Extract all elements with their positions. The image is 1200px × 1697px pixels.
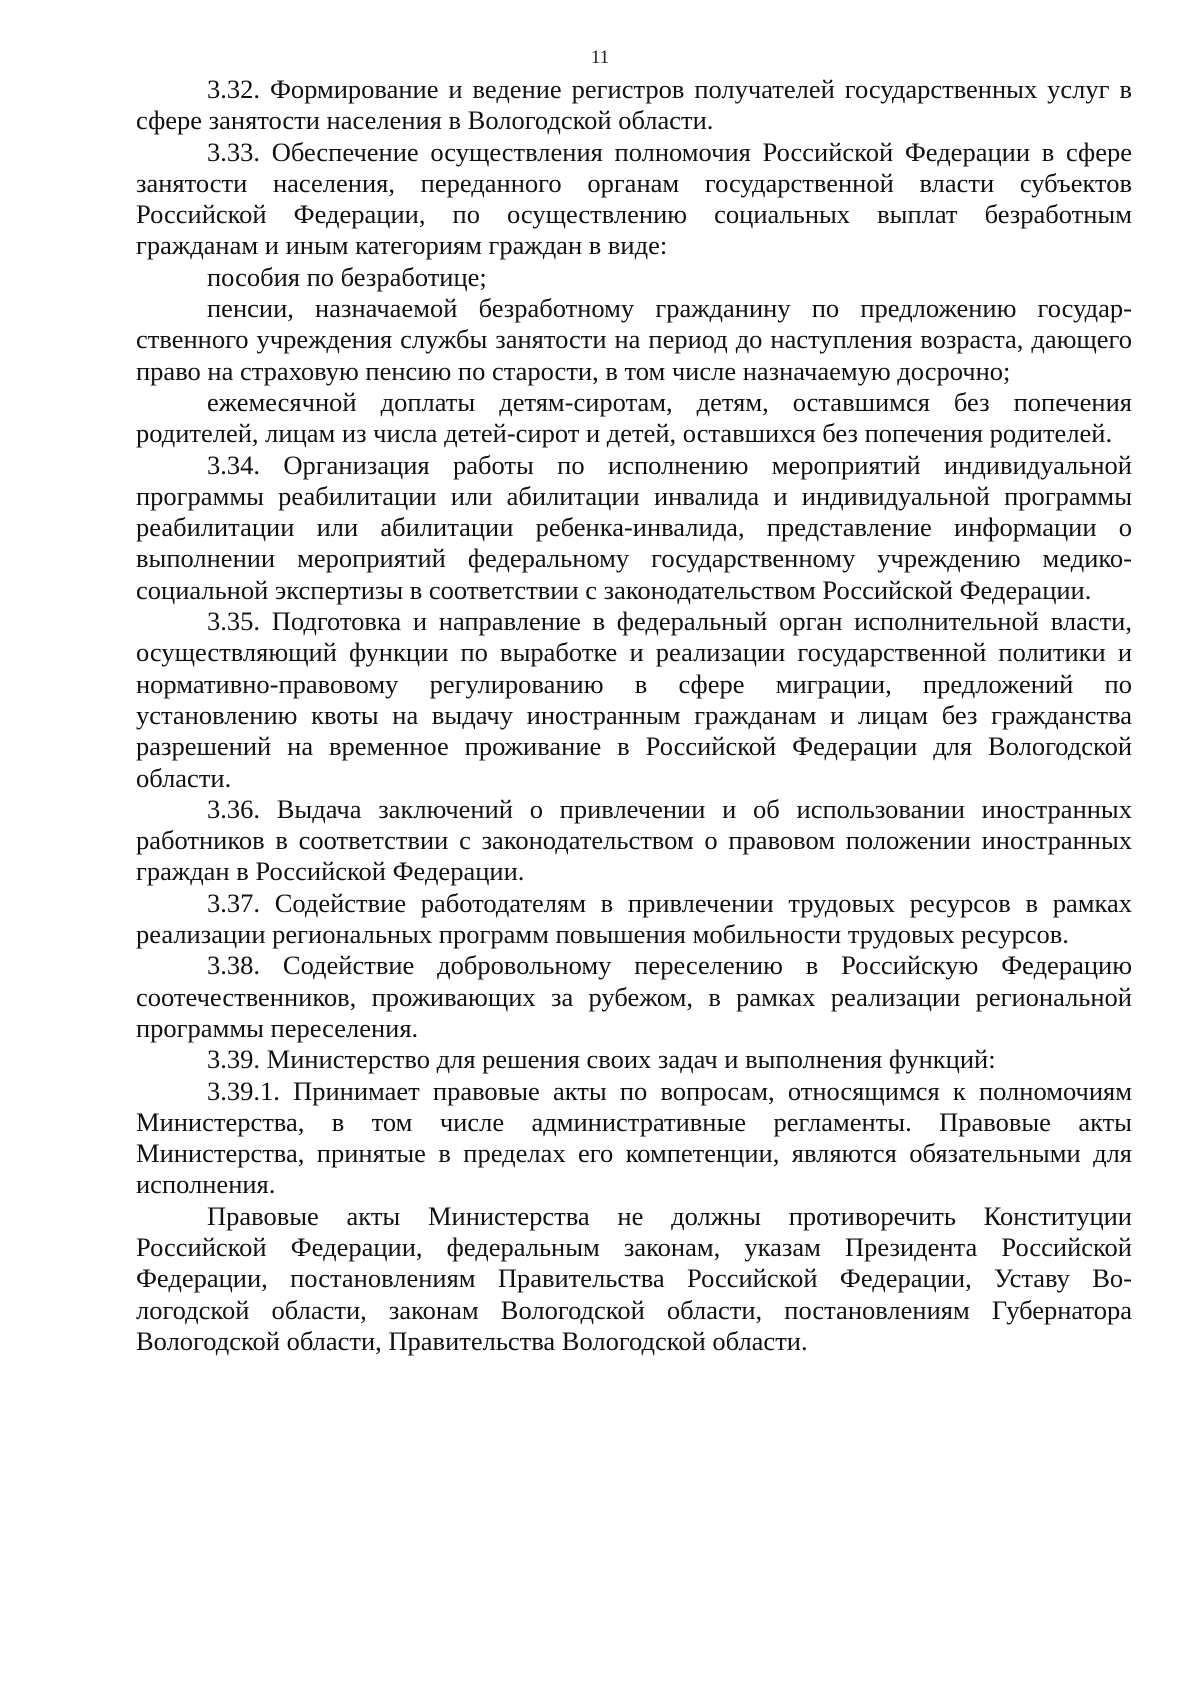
paragraph-orphan-supplement: ежемесячной доплаты детям-сиротам, детям, оставшимся без попечения родителей, лицам из числа детей-сирот и детей, оставшихся без попечения родителей.	[136, 386, 1132, 449]
paragraph-3-34: 3.34. Организация работы по исполнению мероприятий индивидуальной программы реабилитации или абилитации инвалида и индивидуальной программы реабилитации или абилитации ребенка-инвалида, представление информации о выполнении мероприятий федеральному государственному учреждению медико-социальной экспертизы в соответствии с законодательством Российской Федерации.	[136, 449, 1132, 605]
paragraph-3-39-1: 3.39.1. Принимает правовые акты по вопросам, относящимся к полномочиям Министерства, в том числе административные регламенты. Правовые акты Министерства, принятые в пределах его компетенции, являются обязательными для исполнения.	[136, 1075, 1132, 1200]
document-body	[136, 74, 1132, 1357]
paragraph-3-33: 3.33. Обеспечение осуществления полномочия Российской Федерации в сфере занятости населения, переданного органам государственной власти субъектов Российской Федерации, по осуществлению социальных выплат безработным гражданам и иным категориям граждан в виде:	[136, 136, 1132, 261]
paragraph-3-38: 3.38. Содействие добровольному переселению в Российскую Федерацию соотечественников, проживающих за рубежом, в рамках реализации региональной программы переселения.	[136, 950, 1132, 1043]
paragraph-3-36: 3.36. Выдача заключений о привлечении и об использовании иностранных работников в соответствии с законодательством о правовом положении иностранных граждан в Российской Федерации.	[136, 793, 1132, 887]
paragraph-legal-acts: Правовые акты Министерства не должны противоречить Конституции Российской Федерации, федеральным законам, указам Президента Российской Федерации, постановлениям Правительства Российской Федерации, Уставу Вологодской области, законам Вологодской области, постановлениям Губернатора Вологодской области, Правительства Вологодской области.	[136, 1200, 1132, 1356]
paragraph-3-32: 3.32. Формирование и ведение регистров получателей государственных услуг в сфере занятости населения в Вологодской области.	[136, 74, 1132, 136]
paragraph-pension: пенсии, назначаемой безработному гражданину по предложению государственного учреждения службы занятости на период до наступления возраста, дающего право на страховую пенсию по старости, в том числе назначаемую досрочно;	[136, 293, 1132, 386]
paragraph-3-39: 3.39. Министерство для решения своих задач и выполнения функций:	[207, 1044, 996, 1075]
paragraph-3-37: 3.37. Содействие работодателям в привлечении трудовых ресурсов в рамках реализации региональных программ повышения мобильности трудовых ресурсов.	[136, 887, 1132, 950]
paragraph-3-35: 3.35. Подготовка и направление в федеральный орган исполнительной власти, осуществляющий функции по выработке и реализации государственной политики и нормативно-правовому регулированию в сфере миграции, предложений по установлению квоты на выдачу иностранным гражданам и лицам без гражданства разрешений на временное проживание в Российской Федерации для Вологодской области.	[136, 606, 1132, 793]
paragraph-unemployment-benefit: пособия по безработице;	[207, 261, 487, 292]
page-number: 11	[590, 47, 610, 68]
